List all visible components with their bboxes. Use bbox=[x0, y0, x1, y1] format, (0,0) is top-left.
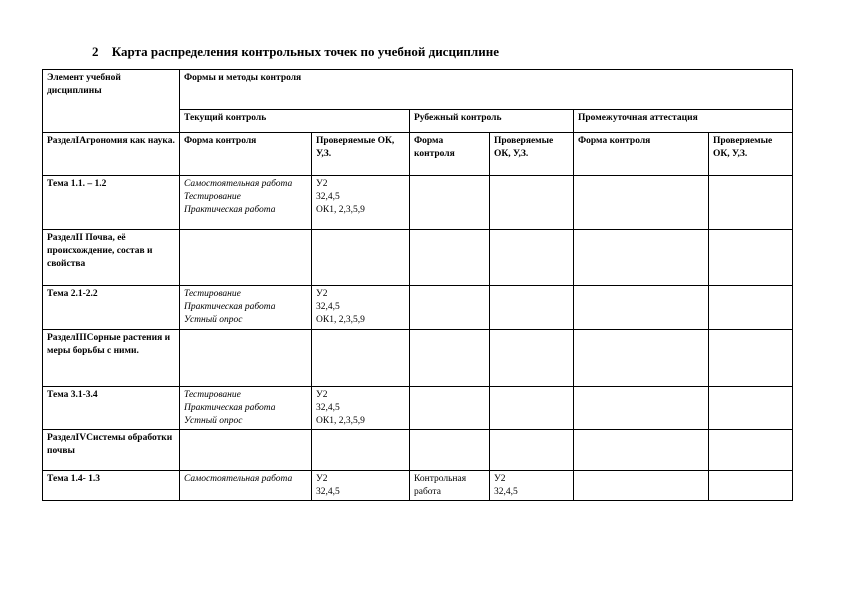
row-boundary-competencies bbox=[490, 230, 574, 286]
table-row bbox=[43, 133, 793, 176]
row-competencies bbox=[312, 330, 410, 387]
document-title bbox=[92, 44, 499, 60]
header-boundary: Рубежный контроль bbox=[410, 110, 574, 133]
row-competencies bbox=[312, 430, 410, 471]
table-row bbox=[43, 471, 793, 501]
row-element: РазделII Почва, её происхождение, состав и свойства bbox=[43, 230, 180, 286]
row-boundary-form bbox=[410, 230, 490, 286]
row-intermediate-competencies bbox=[709, 430, 793, 471]
row-methods: Тестирование Практическая работа Устный опрос bbox=[180, 286, 312, 330]
row-intermediate-form bbox=[574, 286, 709, 330]
header-checked: Проверяемые ОК, У,З. bbox=[709, 133, 793, 176]
row-competencies: У2 32,4,5 ОК1, 2,3,5,9 bbox=[312, 176, 410, 230]
row-intermediate-form bbox=[574, 387, 709, 430]
row-competencies: У2 32,4,5 ОК1, 2,3,5,9 bbox=[312, 286, 410, 330]
control-points-table bbox=[42, 69, 793, 501]
row-boundary-competencies bbox=[490, 387, 574, 430]
table-row bbox=[43, 387, 793, 430]
row-intermediate-competencies bbox=[709, 230, 793, 286]
table-row bbox=[43, 286, 793, 330]
row-intermediate-form bbox=[574, 430, 709, 471]
row-intermediate-competencies bbox=[709, 471, 793, 501]
row-competencies bbox=[312, 230, 410, 286]
row-boundary-form bbox=[410, 176, 490, 230]
row-competencies: У2 32,4,5 ОК1, 2,3,5,9 bbox=[312, 387, 410, 430]
row-boundary-competencies bbox=[490, 430, 574, 471]
header-checked: Проверяемые ОК, У,З. bbox=[312, 133, 410, 176]
row-element: РазделIVСистемы обработки почвы bbox=[43, 430, 180, 471]
row-methods bbox=[180, 330, 312, 387]
row-boundary-competencies bbox=[490, 286, 574, 330]
header-form-short: Форма контроля bbox=[410, 133, 490, 176]
row-methods: Тестирование Практическая работа Устный опрос bbox=[180, 387, 312, 430]
section-title: Карта распределения контрольных точек по учебной дисциплине bbox=[111, 44, 499, 59]
row-boundary-competencies bbox=[490, 176, 574, 230]
row-element: РазделIАгрономия как наука. bbox=[43, 133, 180, 176]
row-methods: Самостоятельная работа Тестирование Практическая работа bbox=[180, 176, 312, 230]
table-row bbox=[43, 430, 793, 471]
row-intermediate-form bbox=[574, 176, 709, 230]
row-methods: Самостоятельная работа bbox=[180, 471, 312, 501]
header-form-control: Форма контроля bbox=[574, 133, 709, 176]
row-intermediate-form bbox=[574, 330, 709, 387]
header-current: Текущий контроль bbox=[180, 110, 410, 133]
row-methods bbox=[180, 430, 312, 471]
row-boundary-competencies: У2 32,4,5 bbox=[490, 471, 574, 501]
row-element: Тема 1.4- 1.3 bbox=[43, 471, 180, 501]
header-intermediate: Промежуточная аттестация bbox=[574, 110, 793, 133]
header-form-control: Форма контроля bbox=[180, 133, 312, 176]
table-row bbox=[43, 330, 793, 387]
row-boundary-form bbox=[410, 330, 490, 387]
row-element: РазделIIIСорные растения и меры борьбы с ними. bbox=[43, 330, 180, 387]
row-methods bbox=[180, 230, 312, 286]
row-intermediate-competencies bbox=[709, 330, 793, 387]
header-row-1 bbox=[43, 70, 793, 110]
row-competencies: У2 32,4,5 bbox=[312, 471, 410, 501]
header-forms: Формы и методы контроля bbox=[180, 70, 793, 110]
row-boundary-form bbox=[410, 286, 490, 330]
row-intermediate-form bbox=[574, 471, 709, 501]
row-boundary-form bbox=[410, 387, 490, 430]
row-intermediate-competencies bbox=[709, 387, 793, 430]
row-element: Тема 2.1-2.2 bbox=[43, 286, 180, 330]
header-checked: Проверяемые ОК, У,З. bbox=[490, 133, 574, 176]
row-boundary-form bbox=[410, 430, 490, 471]
row-intermediate-form bbox=[574, 230, 709, 286]
row-element: Тема 1.1. – 1.2 bbox=[43, 176, 180, 230]
row-boundary-form: Контрольная работа bbox=[410, 471, 490, 501]
row-boundary-competencies bbox=[490, 330, 574, 387]
header-element: Элемент учебной дисциплины bbox=[43, 70, 180, 133]
row-element: Тема 3.1-3.4 bbox=[43, 387, 180, 430]
table-row bbox=[43, 230, 793, 286]
row-intermediate-competencies bbox=[709, 286, 793, 330]
section-number: 2 bbox=[92, 44, 99, 59]
row-intermediate-competencies bbox=[709, 176, 793, 230]
table-row bbox=[43, 176, 793, 230]
